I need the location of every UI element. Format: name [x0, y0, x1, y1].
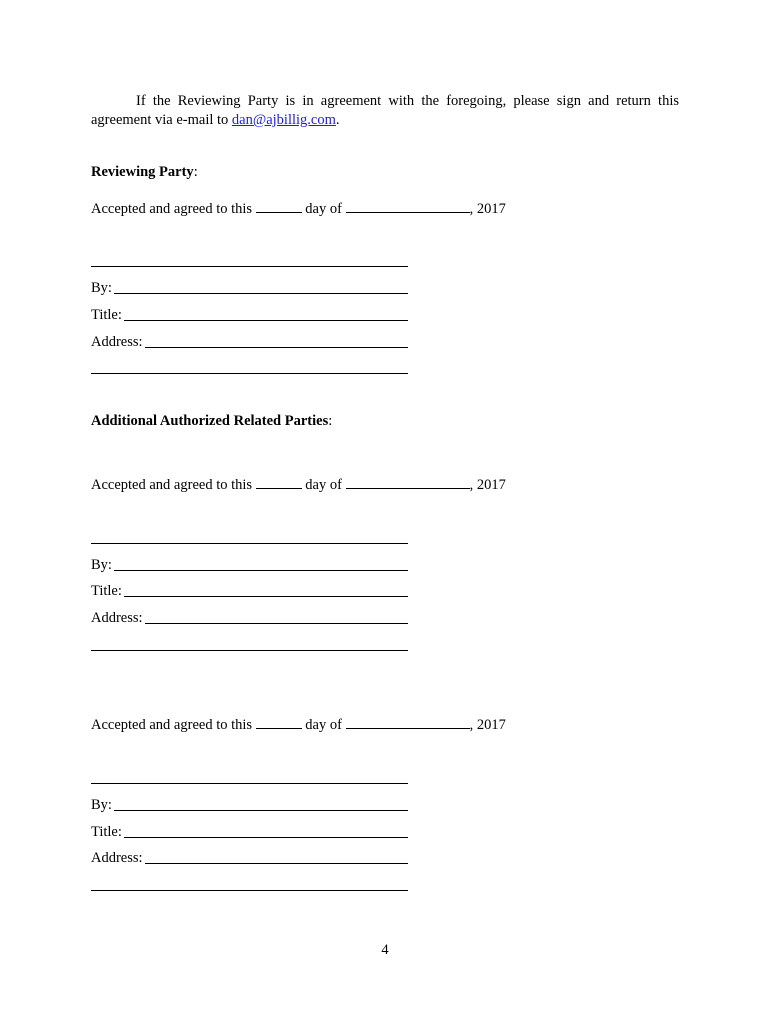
- acceptance-middle: day of: [305, 717, 342, 733]
- address-second-line[interactable]: [91, 650, 408, 651]
- address-field-label: Address:: [91, 850, 143, 866]
- day-blank[interactable]: [256, 199, 302, 213]
- signature-line[interactable]: [91, 783, 408, 784]
- acceptance-prefix: Accepted and agreed to this: [91, 201, 253, 217]
- address-field-line[interactable]: [145, 347, 408, 348]
- signature-line[interactable]: [91, 266, 408, 267]
- additional-parties-heading-text: Additional Authorized Related Parties: [91, 413, 329, 429]
- title-field-line[interactable]: [124, 596, 408, 597]
- day-blank[interactable]: [256, 475, 302, 489]
- acceptance-year: , 2017: [469, 201, 506, 217]
- page-number: 4: [381, 942, 389, 958]
- reviewing-party-heading-text: Reviewing Party: [91, 164, 194, 180]
- intro-line-2: [91, 111, 679, 130]
- acceptance-year: , 2017: [469, 477, 506, 493]
- reviewing-party-heading-colon: :: [193, 164, 198, 180]
- reviewing-party-heading: [91, 163, 198, 181]
- address-second-line[interactable]: [91, 373, 408, 374]
- acceptance-line-1: [91, 199, 506, 218]
- month-blank[interactable]: [346, 199, 470, 213]
- address-field-label: Address:: [91, 334, 143, 350]
- address-field-label: Address:: [91, 610, 143, 626]
- title-field-label: Title:: [91, 307, 122, 323]
- address-second-line[interactable]: [91, 890, 408, 891]
- title-field-label: Title:: [91, 583, 122, 599]
- by-field-label: By:: [91, 557, 112, 573]
- day-blank[interactable]: [256, 715, 302, 729]
- title-field-line[interactable]: [124, 837, 408, 838]
- acceptance-year: , 2017: [469, 717, 506, 733]
- address-field-line[interactable]: [145, 863, 408, 864]
- acceptance-prefix: Accepted and agreed to this: [91, 477, 253, 493]
- title-field-line[interactable]: [124, 320, 408, 321]
- by-field-line[interactable]: [114, 293, 408, 294]
- acceptance-middle: day of: [305, 477, 342, 493]
- signature-line[interactable]: [91, 543, 408, 544]
- by-field-line[interactable]: [114, 810, 408, 811]
- month-blank[interactable]: [346, 475, 470, 489]
- by-field-label: By:: [91, 280, 112, 296]
- by-field-label: By:: [91, 797, 112, 813]
- title-field-label: Title:: [91, 824, 122, 840]
- acceptance-line-3: [91, 715, 506, 734]
- email-link[interactable]: dan@ajbillig.com: [231, 112, 336, 128]
- address-field-line[interactable]: [145, 623, 408, 624]
- intro-line-2-prefix: agreement via e-mail to: [91, 112, 232, 128]
- by-field-line[interactable]: [114, 570, 408, 571]
- intro-line-2-suffix: .: [335, 112, 340, 128]
- month-blank[interactable]: [346, 715, 470, 729]
- intro-line-1: If the Reviewing Party is in agreement with the foregoing, please sign and return this: [136, 93, 679, 109]
- acceptance-prefix: Accepted and agreed to this: [91, 717, 253, 733]
- additional-parties-heading-colon: :: [328, 413, 333, 429]
- intro-paragraph: [91, 92, 679, 130]
- acceptance-middle: day of: [305, 201, 342, 217]
- acceptance-line-2: [91, 475, 506, 494]
- additional-parties-heading: [91, 412, 332, 430]
